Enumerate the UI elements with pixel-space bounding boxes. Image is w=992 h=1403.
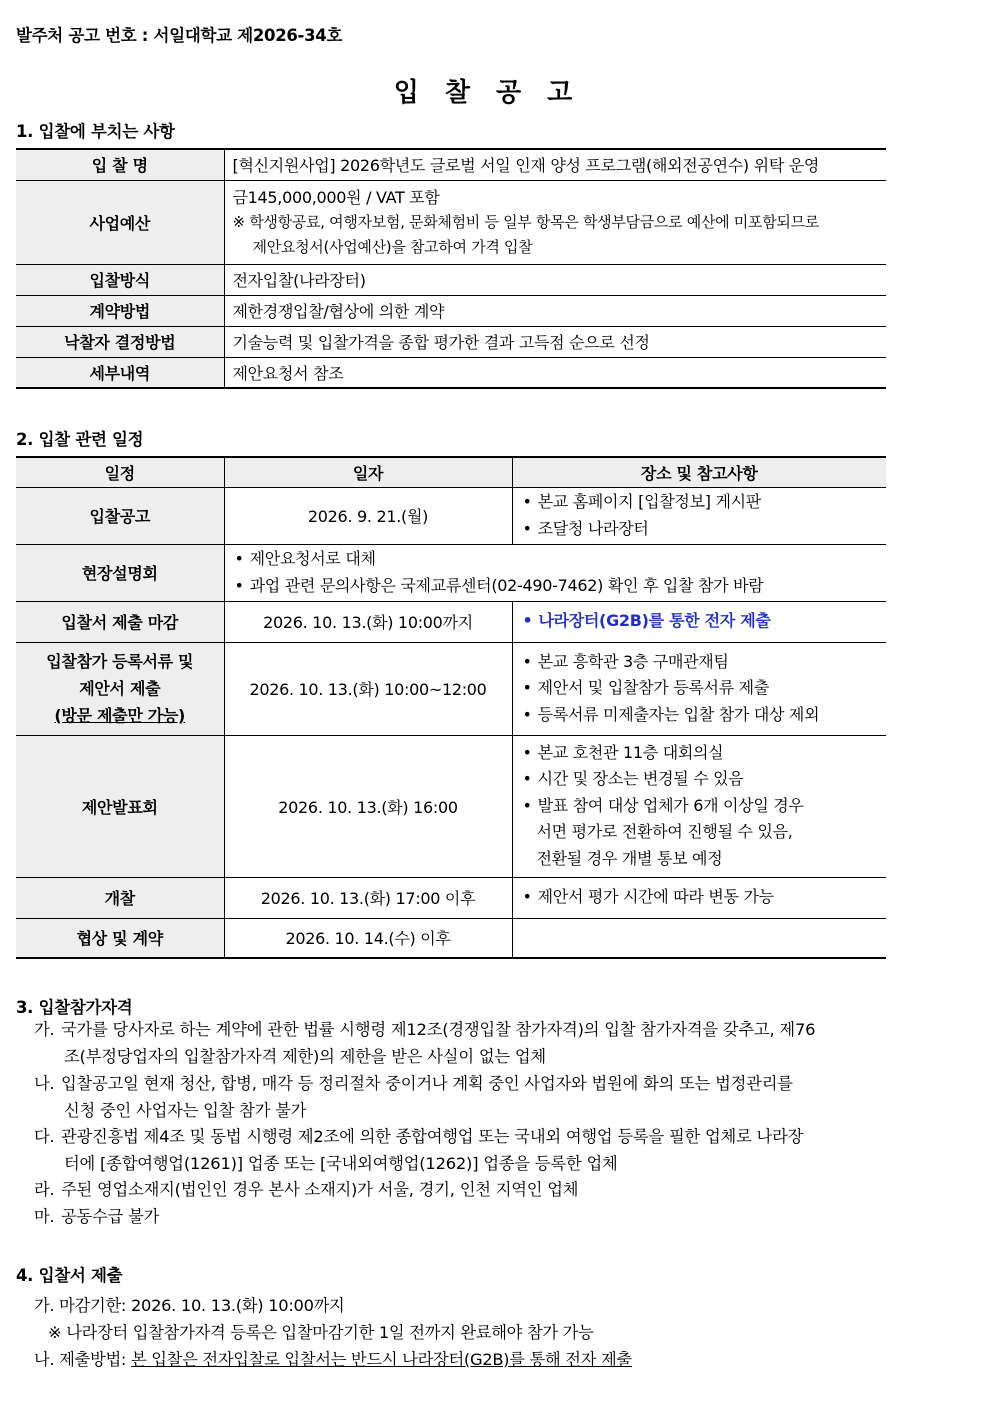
column-header: 일정 (16, 457, 224, 487)
bid-items-table (16, 148, 886, 389)
note-item: • 본교 홈페이지 [입찰정보] 게시판 (521, 489, 879, 516)
row-label: 제안발표회 (16, 735, 224, 877)
row-value: 전자입찰(나라장터) (224, 264, 886, 295)
qualification-item (34, 1177, 898, 1204)
section4-heading: 4. 입찰서 제출 (16, 1266, 123, 1285)
note-item: • 본교 흥학관 3층 구매관재팀 (521, 649, 879, 676)
row-notes (512, 487, 886, 544)
table-row (16, 295, 886, 326)
item-text: 관광진흥법 제4조 및 동법 시행령 제2조에 의한 종합여행업 또는 국내외 여행업 등록을 필한 업체로 나라장 (61, 1127, 804, 1146)
qualification-item (34, 1204, 898, 1231)
deadline-note: ※ 나라장터 입찰참가자격 등록은 입찰마감기한 1일 전까지 완료해야 참가 가능 (48, 1323, 594, 1342)
section2-heading: 2. 입찰 관련 일정 (16, 430, 144, 449)
row-value: 기술능력 및 입찰가격을 종합 평가한 결과 고득점 순으로 선정 (224, 326, 886, 357)
note-item: • 제안서 평가 시간에 따라 변동 가능 (521, 884, 879, 911)
table-row (16, 180, 886, 264)
table-header-row (16, 457, 886, 487)
item-text: 입찰공고일 현재 청산, 합병, 매각 등 정리절차 중이거나 계획 중인 사업자와 법원에 화의 또는 법정관리를 (61, 1074, 793, 1093)
note-continuation: 전환될 경우 개별 통보 예정 (536, 848, 723, 868)
method-prefix: 나. 제출방법: (34, 1350, 131, 1369)
row-label: 입찰서 제출 마감 (16, 601, 224, 642)
row-date: 2026. 10. 13.(화) 16:00 (224, 735, 512, 877)
item-text: 공동수급 불가 (61, 1207, 160, 1226)
note-item: • 시간 및 장소는 변경될 수 있음 (521, 766, 879, 793)
column-header: 일자 (224, 457, 512, 487)
column-header: 장소 및 참고사항 (512, 457, 886, 487)
row-label: 세부내역 (16, 357, 224, 388)
row-label (16, 642, 224, 735)
item-text: 주된 영업소재지(법인인 경우 본사 소재지)가 서울, 경기, 인천 지역인 업체 (61, 1180, 579, 1199)
table-row (16, 149, 886, 180)
section3-heading: 3. 입찰참가자격 (16, 998, 133, 1017)
table-row (16, 544, 886, 601)
row-date: 2026. 10. 13.(화) 10:00까지 (224, 601, 512, 642)
submission-deadline: 가. 마감기한: 2026. 10. 13.(화) 10:00까지 (34, 1296, 345, 1315)
row-date: 2026. 10. 14.(수) 이후 (224, 918, 512, 958)
row-label: 입찰방식 (16, 264, 224, 295)
label-line: (방문 제출만 가능) (54, 706, 186, 725)
row-label: 계약방법 (16, 295, 224, 326)
item-continuation: 신청 중인 사업자는 입찰 참가 불가 (64, 1100, 307, 1120)
item-continuation: 조(부정당업자의 입찰참가자격 제한)의 제한을 받은 사실이 없는 업체 (64, 1046, 546, 1066)
row-notes (224, 544, 886, 601)
row-date: 2026. 10. 13.(화) 17:00 이후 (224, 877, 512, 918)
schedule-table (16, 456, 886, 959)
note-item: • 제안요청서로 대체 (233, 546, 879, 573)
row-label: 입찰공고 (16, 487, 224, 544)
item-marker: 라. (34, 1180, 55, 1199)
item-text: 국가를 당사자로 하는 계약에 관한 법률 시행령 제12조(경쟁입찰 참가자격)의 입찰 참가자격을 갖추고, 제76 (61, 1020, 816, 1039)
row-date: 2026. 9. 21.(월) (224, 487, 512, 544)
row-notes (512, 601, 886, 642)
row-label: 입 찰 명 (16, 149, 224, 180)
note-item: • 등록서류 미제출자는 입찰 참가 대상 제외 (521, 702, 879, 729)
budget-amount: 금145,000,000원 / VAT 포함 (232, 187, 440, 207)
note-item: • 본교 호천관 11층 대회의실 (521, 740, 879, 767)
note-item: • 조달청 나라장터 (521, 516, 879, 543)
note-item: • 과업 관련 문의사항은 국제교류센터(02-490-7462) 확인 후 입찰 참가 바람 (233, 573, 879, 600)
notice-number: 발주처 공고 번호 : 서일대학교 제2026-34호 (16, 26, 343, 45)
row-value: 제안요청서 참조 (224, 357, 886, 388)
submission-method (34, 1346, 632, 1370)
row-notes (512, 735, 886, 877)
row-notes (512, 877, 886, 918)
item-marker: 다. (34, 1127, 55, 1146)
budget-note-cont: 제안요청서(사업예산)을 참고하여 가격 입찰 (252, 237, 533, 256)
item-marker: 마. (34, 1207, 55, 1226)
row-value: 제한경쟁입찰/협상에 의한 계약 (224, 295, 886, 326)
row-value: [혁신지원사업] 2026학년도 글로벌 서일 인재 양성 프로그램(해외전공연수) 위탁 운영 (224, 149, 886, 180)
document-title: 입찰공고 (393, 78, 599, 108)
table-row (16, 601, 886, 642)
label-line: 제안서 제출 (79, 679, 161, 698)
table-row (16, 735, 886, 877)
row-label: 낙찰자 결정방법 (16, 326, 224, 357)
table-row (16, 877, 886, 918)
row-label: 사업예산 (16, 180, 224, 264)
qualification-item (34, 1071, 898, 1124)
item-continuation: 터에 [종합여행업(1261)] 업종 또는 [국내외여행업(1262)] 업종을 등록한 업체 (64, 1153, 618, 1173)
item-marker: 가. (34, 1020, 55, 1039)
note-continuation: 서면 평가로 전환하여 진행될 수 있음, (536, 822, 793, 842)
table-row (16, 326, 886, 357)
item-marker: 나. (34, 1074, 55, 1093)
note-item: • 발표 참여 대상 업체가 6개 이상일 경우 (521, 793, 879, 820)
note-item: • 나라장터(G2B)를 통한 전자 제출 (521, 608, 879, 635)
section1-heading: 1. 입찰에 부치는 사항 (16, 122, 175, 141)
label-line: 입찰참가 등록서류 및 (46, 652, 194, 671)
table-row (16, 487, 886, 544)
table-row (16, 918, 886, 958)
row-notes (512, 642, 886, 735)
table-row (16, 264, 886, 295)
table-row (16, 357, 886, 388)
qualification-item (34, 1124, 898, 1177)
row-label: 개찰 (16, 877, 224, 918)
row-label: 협상 및 계약 (16, 918, 224, 958)
row-label: 현장설명회 (16, 544, 224, 601)
row-notes (512, 918, 886, 958)
table-row (16, 642, 886, 735)
method-text: 본 입찰은 전자입찰로 입찰서는 반드시 나라장터(G2B)를 통해 전자 제출 (130, 1350, 632, 1369)
note-item: • 제안서 및 입찰참가 등록서류 제출 (521, 675, 879, 702)
budget-note: ※ 학생항공료, 여행자보험, 문화체험비 등 일부 항목은 학생부담금으로 예산에 미포함되므로 (232, 212, 819, 231)
qualification-item (34, 1017, 898, 1070)
row-date: 2026. 10. 13.(화) 10:00~12:00 (224, 642, 512, 735)
row-value (224, 180, 886, 264)
